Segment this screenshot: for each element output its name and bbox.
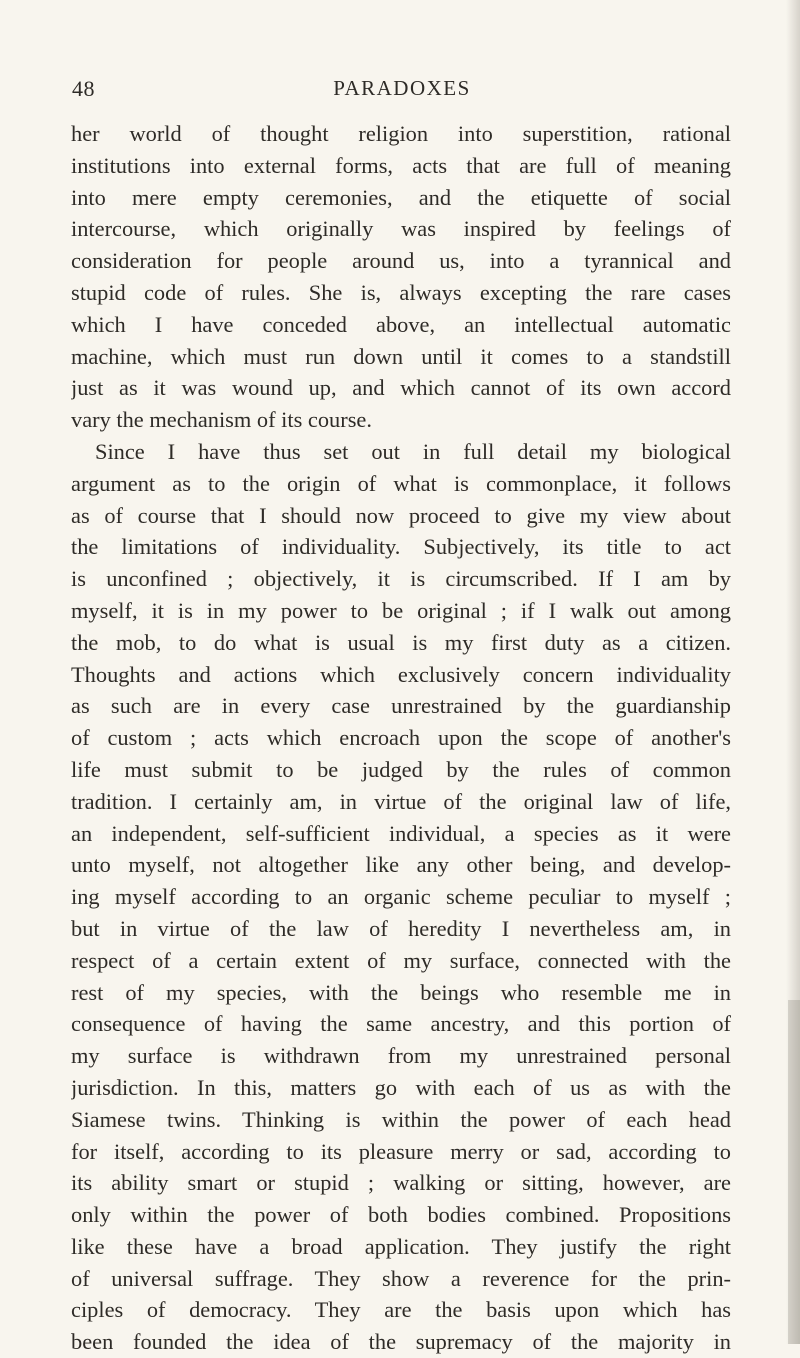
text-line: jurisdiction. In this, matters go with each of us as with the (71, 1074, 731, 1100)
text-line: myself, it is in my power to be original ; if I walk out among (71, 597, 731, 623)
text-line: my surface is withdrawn from my unrestrained personal (71, 1043, 731, 1069)
text-line: tradition. I certainly am, in virtue of the original law of life, (71, 788, 731, 814)
text-line: consequence of having the same ancestry, and this portion of (71, 1011, 731, 1037)
text-line: intercourse, which originally was inspired by feelings of (71, 216, 731, 242)
body-text (71, 118, 731, 1358)
text-line: respect of a certain extent of my surface, connected with the (71, 947, 731, 973)
text-line: of universal suffrage. They show a reverence for the prin- (71, 1265, 731, 1291)
text-line: unto myself, not altogether like any other being, and develop- (71, 852, 731, 878)
text-line: into mere empty ceremonies, and the etiquette of social (71, 184, 731, 210)
text-line: its ability smart or stupid ; walking or sitting, however, are (71, 1170, 731, 1196)
text-line: for itself, according to its pleasure merry or sad, according to (71, 1138, 731, 1164)
running-head (72, 76, 732, 110)
text-line: ciples of democracy. They are the basis upon which has (71, 1297, 731, 1323)
page-edge-shadow-bottom (788, 1000, 800, 1344)
text-line: Since I have thus set out in full detail my biological (95, 438, 731, 464)
text-line: of custom ; acts which encroach upon the scope of another's (71, 725, 731, 751)
text-line: ing myself according to an organic scheme peculiar to myself ; (71, 884, 731, 910)
text-line: her world of thought religion into superstition, rational (71, 121, 731, 146)
text-line: stupid code of rules. She is, always excepting the rare cases (71, 279, 731, 305)
text-line: vary the mechanism of its course. (71, 407, 372, 433)
text-line: which I have conceded above, an intellectual automatic (71, 311, 731, 337)
text-line: just as it was wound up, and which cannot of its own accord (71, 375, 731, 401)
page-number: 48 (72, 76, 95, 101)
text-line: an independent, self-sufficient individual, a species as it were (71, 820, 731, 846)
text-line: like these have a broad application. They justify the right (71, 1233, 731, 1259)
text-line: Siamese twins. Thinking is within the power of each head (71, 1106, 731, 1132)
text-line: but in virtue of the law of heredity I nevertheless am, in (71, 915, 731, 941)
text-line: the mob, to do what is usual is my first duty as a citizen. (71, 629, 731, 655)
text-line: as such are in every case unrestrained by the guardianship (71, 693, 731, 719)
paragraph-1 (71, 118, 731, 436)
text-line: rest of my species, with the beings who resemble me in (71, 979, 731, 1005)
paragraph-2 (71, 436, 731, 1358)
text-line: the limitations of individuality. Subjectively, its title to act (71, 534, 731, 560)
text-line: Thoughts and actions which exclusively concern individuality (71, 661, 731, 687)
text-line: life must submit to be judged by the rules of common (71, 756, 731, 782)
running-title: PARADOXES (333, 76, 471, 100)
text-line: machine, which must run down until it comes to a standstill (71, 343, 731, 369)
text-line: institutions into external forms, acts that are full of meaning (71, 152, 731, 178)
text-line: is unconfined ; objectively, it is circumscribed. If I am by (71, 566, 731, 592)
text-line: as of course that I should now proceed to give my view about (71, 502, 731, 528)
text-line: only within the power of both bodies combined. Propositions (71, 1202, 731, 1228)
text-line: been founded the idea of the supremacy of the majority in (71, 1329, 731, 1355)
text-line: argument as to the origin of what is commonplace, it follows (71, 470, 731, 496)
text-line: consideration for people around us, into a tyrannical and (71, 248, 731, 274)
